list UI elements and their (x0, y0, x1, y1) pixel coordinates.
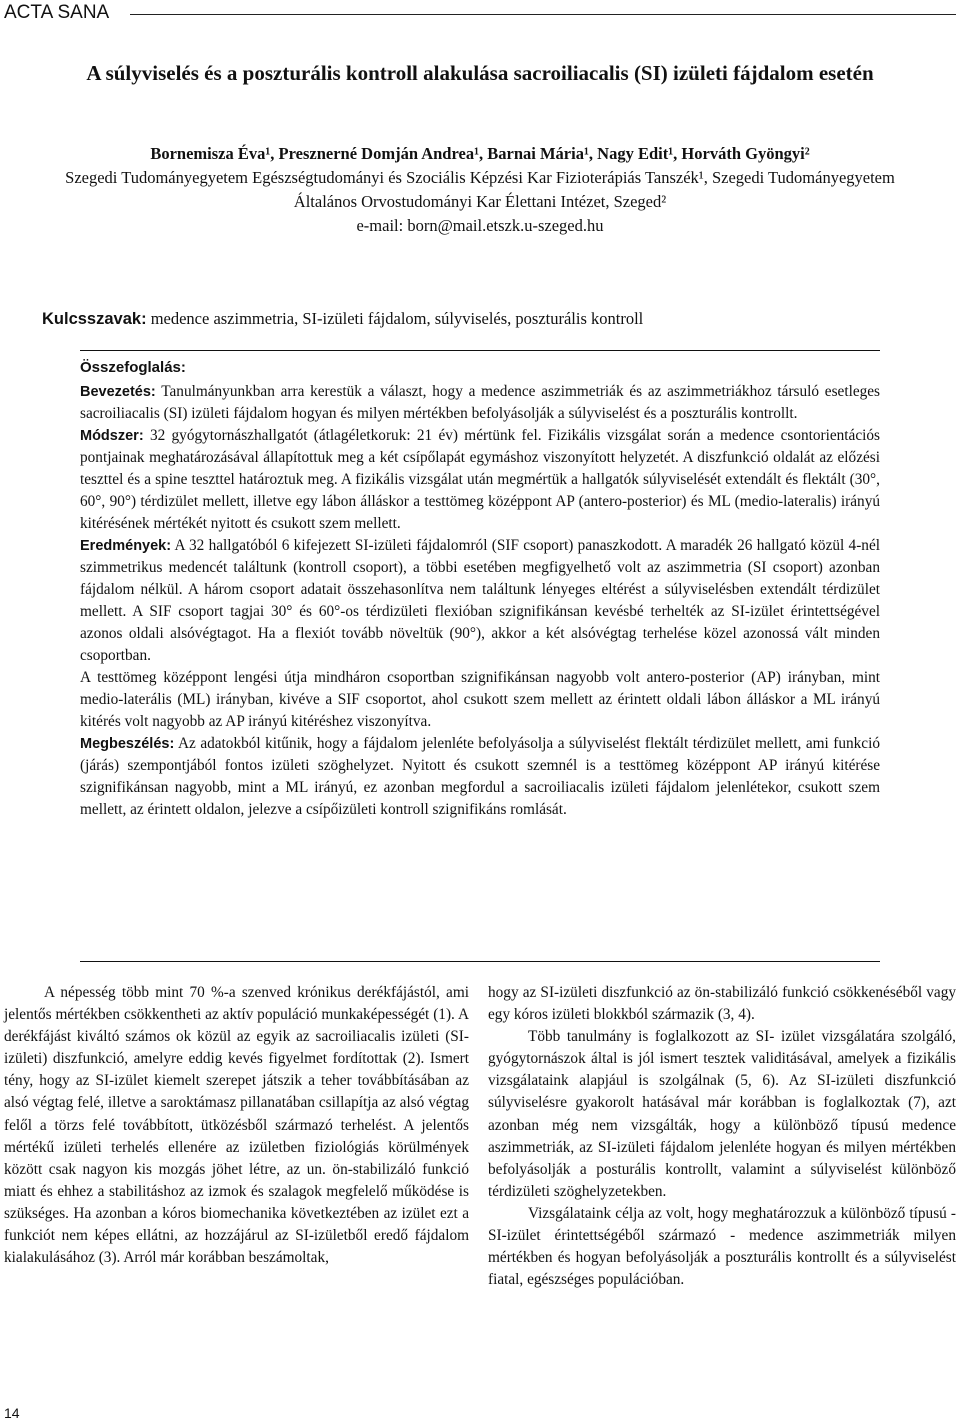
running-header (4, 2, 956, 28)
abstract-heading: Összefoglalás: (80, 359, 186, 376)
email: e-mail: born@mail.etszk.u-szeged.hu (356, 216, 604, 235)
body-paragraph: A népesség több mint 70 %-a szenved krónikus derékfájástól, ami jelentős mértékben csökkentheti az aktív populáció munkaképességét (1). A derékfájást kiváltó számos ok közül az egyik az sacroiliacalis izületi (SI-izületi) diszfunkció, amelyre eddig kevés figyelmet fordítottak (2). Ismert tény, hogy az SI-izület kiemelt szerepet játszik a teher továbbításában az alsó végtag felé, illetve a saroktámasz pillanatában csillapítja az alsó végtag felől a törzs felé továbbított, ütközésből származó terhelést. A jelentős mértékű izületi terhelés ellenére az izületben fiziológiás körülmények között csak nagyon kis mozgás jöhet létre, az un. ön-stabilizáló funkció miatt és ehhez a stabilitáshoz az izmok és szalagok megfelelő működése is szükséges. Ha azonban a kóros biomechanika következtében az izület ezt a funkciót nem képes ellátni, az hozzájárul az SI-izületből eredő fájdalom kialakulásához (3). Arról már korábban beszámoltak, (4, 984, 469, 1267)
intro-label: Bevezetés: (80, 384, 156, 400)
body-paragraph: Vizsgálataink célja az volt, hogy meghatározzuk a különböző típusú - SI-izület érintettségéből származó - medence aszimmetriák milyen mértékben és hogyan befolyásolják a poszturális kontrollt és a súlyviselést fiatal, egészséges populációban. (488, 1204, 956, 1289)
abstract-results (80, 535, 880, 667)
body-paragraph: hogy az SI-izületi diszfunkció az ön-stabilizáló funkció csökkenéséből vagy egy kóros izületi blokkból származik (3, 4). (488, 984, 956, 1024)
article-meta (40, 142, 920, 238)
page-number: 14 (4, 1405, 20, 1421)
results-label: Eredmények: (80, 538, 172, 554)
header-rule (130, 14, 956, 15)
affiliation: Szegedi Tudományegyetem Egészségtudományi és Szociális Képzési Kar Fizioterápiás Tanszék¹, Szegedi Tudományegyetem Általános Orvostudományi Kar Élettani Intézet, Szeged² (65, 168, 895, 211)
abstract-method (80, 425, 880, 535)
abstract (80, 350, 880, 821)
abstract-intro (80, 381, 880, 425)
body-column-left (4, 982, 469, 1269)
method-text: 32 gyógytornászhallgatót (átlagéletkoruk: 21 év) mértünk fel. Fizikális vizsgálat során a medence csontorientációs pontjainak meghatározásával állapítottuk meg a két csípőlapát egymáshoz viszonyított helyzetét. A diszfunkció oldalát az előzési teszttel és a spine teszttel határoztuk meg. A fizikális vizsgálat után megmértük a hallgatók súlyviselését extendált és flektált (30°, 60°, 90°) térdizület mellett, illetve egy lábon álláskor a testtömeg középpont AP (antero-posterior) és ML (medio-lateralis) irányú kitérésének mértékét nyitott és csukott szem mellett. (80, 427, 880, 532)
abstract-results-2: A testtömeg középpont lengési útja mindháron csoportban szignifikánsan nagyobb volt antero-posterior (AP) irányban, mint medio-laterális (ML) irányban, kivéve a SIF csoportot, ahol csukott szem mellett az érintett oldali lábon álláskor a ML irányú kitérés volt nagyobb az AP irányú kitéréshez viszonyítva. (80, 669, 880, 730)
results-text: A 32 hallgatóból 6 kifejezett SI-izületi fájdalomról (SIF csoport) panaszkodott. A maradék 26 hallgató közül 4-nél szimmetrikus medencét találtunk (kontroll csoport), a többi esetében megfigyelhető volt az aszimmetria (SI csoport) azonban fájdalom nélkül. A három csoport adatait összehasonlítva nem találtunk lényeges eltérést a súlyviselésben extendált térdizület mellett. A SIF csoport tagjai 30° és 60°-os térdizületi flexióban szignifikánsan kevésbé terhelték az SI-izület érintettségével azonos oldali alsóvégtagot. Ha a flexiót tovább növeltük (90°), akkor a két alsóvégtag terhelése közel azonossá vált minden csoportban. (80, 537, 880, 664)
abstract-end-rule (80, 961, 880, 962)
discussion-text: Az adatokból kitűnik, hogy a fájdalom jelenléte befolyásolja a súlyviselést flektált térdizület mellett, ami funkció (járás) szempontjából fontos izületi szöghelyzet. Nyitott és csukott szemnél is a testtömeg középpont AP irányú kitérése szignifikánsan nagyobb, mint a ML irányú, ez azonban megfordul a sacroiliacalis izületi fájdalom jelenlétekor, csukott szem mellett, az érintett oldalon, jelezve a csípőizületi kontroll szignifikáns romlását. (80, 735, 880, 818)
journal-name: ACTA SANA (4, 2, 110, 23)
keywords-text: medence aszimmetria, SI-izületi fájdalom, súlyviselés, poszturális kontroll (146, 309, 644, 328)
body-paragraph: Több tanulmány is foglalkozott az SI- izület vizsgálatára szolgáló, gyógytornászok által is jól ismert tesztek validitásával, amelyek a fizikális vizsgálataink alapjául is szolgálnak (5, 6). Az SI-izületi diszfunkció súlyviselésre gyakorolt hatásával már korábban is foglalkoztak (7), azt azonban még nem vizsgálták, hogy a különböző típusú medence aszimmetriák, az SI-izületi fájdalom jelenléte hogyan és milyen mértékben befolyásolják a posturális kontrollt, valamint a súlyviselést különböző térdizületi szöghelyzetekben. (488, 1028, 956, 1200)
authors: Bornemisza Éva¹, Presznerné Domján Andrea¹, Barnai Mária¹, Nagy Edit¹, Horváth Gyöngyi² (150, 144, 810, 163)
intro-text: Tanulmányunkban arra kerestük a választ, hogy a medence aszimmetriák és az aszimmetriákhoz társuló esetleges sacroiliacalis (SI) izületi fájdalom hogyan és milyen mértékben befolyásolják a súlyviselést és a poszturális kontrollt. (80, 383, 880, 422)
discussion-label: Megbeszélés: (80, 736, 175, 752)
abstract-discussion (80, 733, 880, 821)
method-label: Módszer: (80, 428, 144, 444)
body-column-right (488, 982, 956, 1291)
keywords-label: Kulcsszavak: (42, 310, 147, 328)
keywords (42, 309, 922, 329)
article-title: A súlyviselés és a poszturális kontroll alakulása sacroiliacalis (SI) izületi fájdalom esetén (86, 61, 874, 85)
